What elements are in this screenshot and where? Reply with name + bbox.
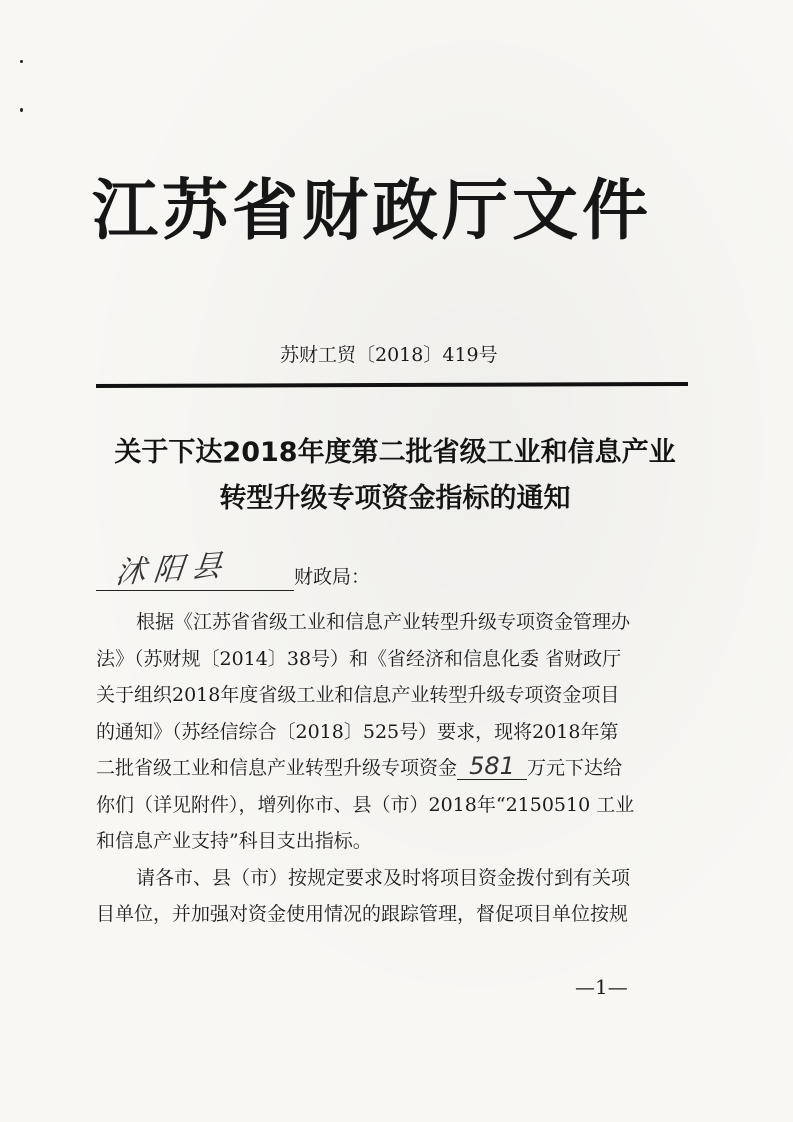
body-text-segment: 二批省级工业和信息产业转型升级专项资金 — [96, 757, 458, 779]
scan-speck — [20, 60, 23, 63]
addressee-suffix: 财政局： — [294, 566, 371, 588]
notice-body — [96, 604, 686, 933]
body-line: 关于组织2018年度省级工业和信息产业转型升级专项资金项目 — [96, 684, 620, 706]
addressee-blank — [96, 547, 294, 592]
body-text-segment: 万元下达给 — [527, 757, 623, 779]
document-number: 苏财工贸〔2018〕419号 — [280, 344, 498, 366]
body-line: 法》（苏财规〔2014〕38号）和《省经济和信息化委 省财政厅 — [96, 647, 622, 670]
body-line-with-amount — [96, 750, 686, 787]
notice-title — [90, 430, 700, 522]
scan-speck — [20, 108, 23, 112]
handwritten-amount: 581 — [457, 753, 527, 780]
header-divider — [96, 382, 688, 388]
issuer-header-title: 江苏省财政厅文件 — [92, 172, 652, 249]
notice-title-line: 关于下达2018年度第二批省级工业和信息产业 — [114, 437, 676, 468]
body-line: 请各市、县（市）按规定要求及时将项目资金拨付到有关项 — [136, 866, 631, 889]
body-line: 目单位，并加强对资金使用情况的跟踪管理，督促项目单位按规 — [96, 903, 629, 925]
body-line: 的通知》（苏经信综合〔2018〕525号）要求，现将2018年第 — [96, 720, 619, 743]
body-line: 和信息产业支持”科目支出指标。 — [96, 830, 372, 852]
body-line: 你们（详见附件），增列你市、县（市）2018年“2150510 工业 — [96, 793, 635, 816]
page-number: —1— — [575, 975, 628, 999]
addressee — [96, 547, 371, 594]
body-line: 根据《江苏省省级工业和信息产业转型升级专项资金管理办 — [136, 611, 631, 633]
handwritten-county-name: 沭阳县 — [113, 547, 232, 592]
notice-title-line: 转型升级专项资金指标的通知 — [219, 483, 571, 514]
